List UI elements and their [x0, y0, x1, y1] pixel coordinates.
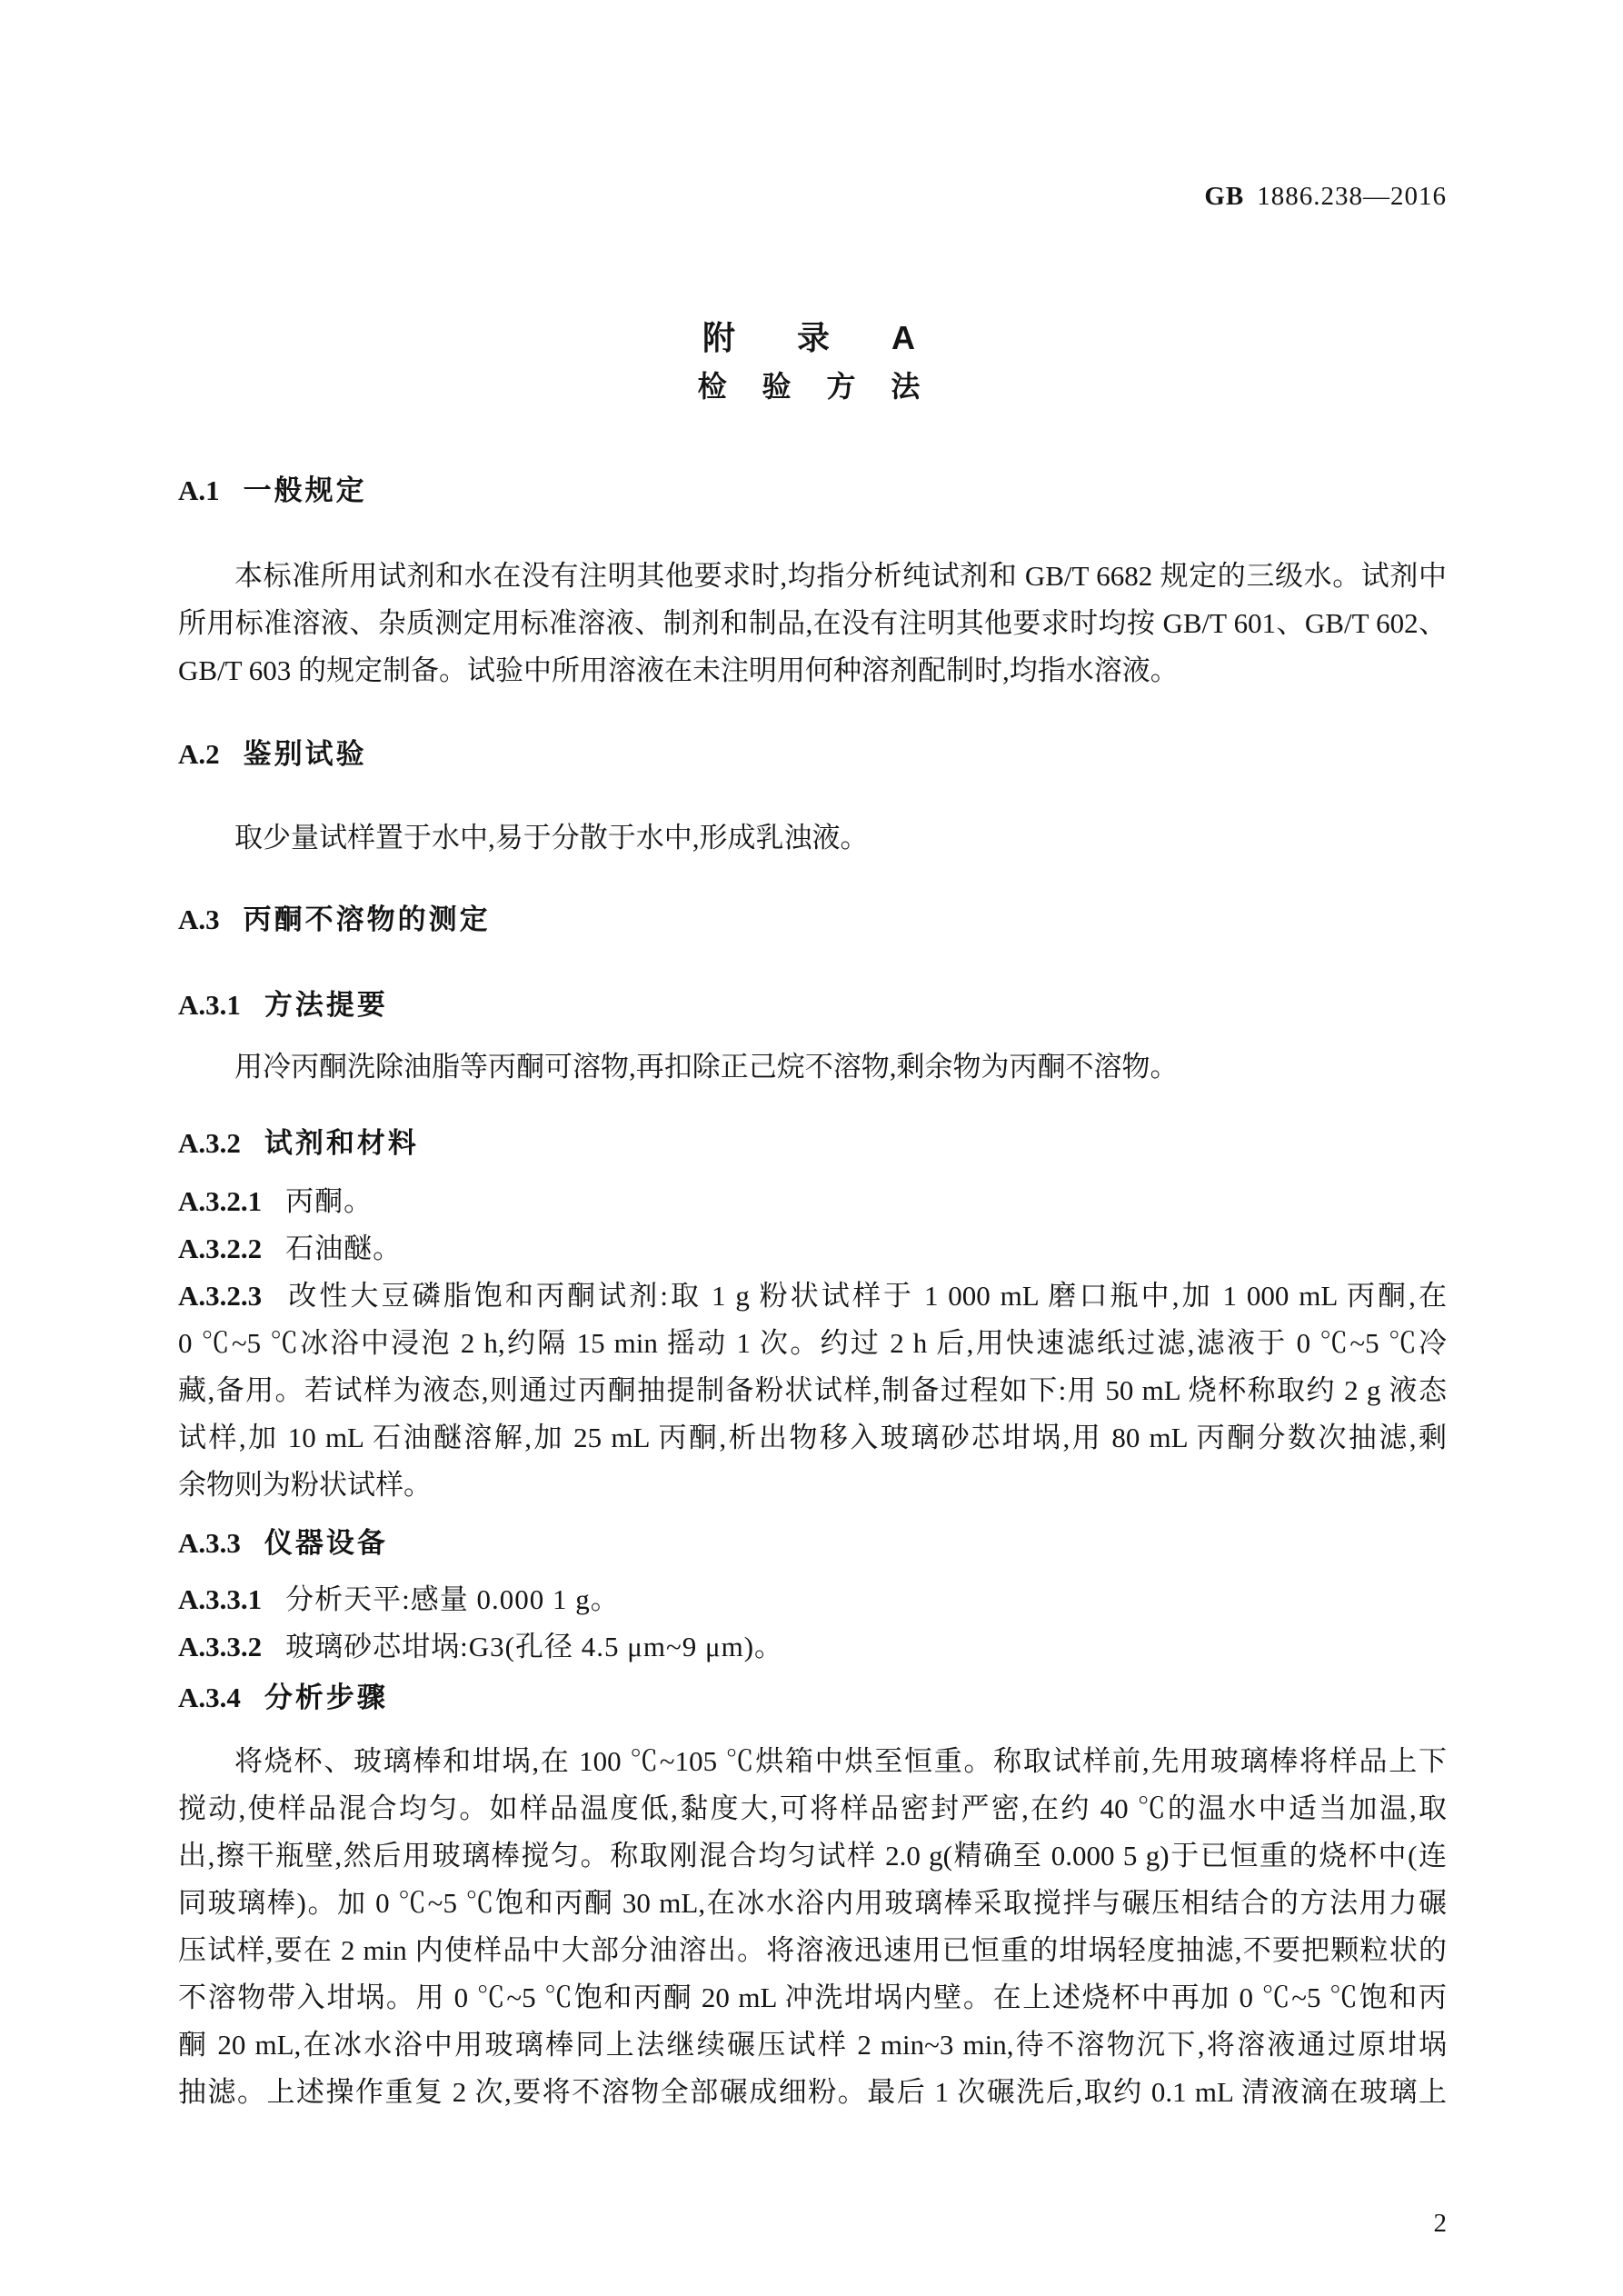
clause-a321	[178, 1178, 1447, 1225]
clause-a321-number: A.3.2.1	[178, 1185, 263, 1217]
heading-a1	[178, 471, 1447, 511]
paragraph-line	[178, 1273, 1447, 1320]
heading-a31-title: 方法提要	[264, 989, 388, 1021]
paragraph-line: 同玻璃棒)。加 0 ℃~5 ℃饱和丙酮 30 mL,在冰水浴内用玻璃棒采取搅拌与碾压相结合的方法用力碾	[178, 1887, 1447, 1919]
clause-a322-text: 石油醚。	[285, 1233, 403, 1264]
heading-a3-number: A.3	[178, 903, 220, 935]
appendix-title: 附 录 A	[702, 319, 922, 356]
paragraph-a31	[178, 1043, 1447, 1091]
heading-a2-title: 鉴别试验	[243, 738, 367, 770]
paragraph-line: 搅动,使样品混合均匀。如样品温度低,黏度大,可将样品密封严密,在约 40 ℃的温水中适当加温,取	[178, 1792, 1447, 1824]
paragraph-line: 余物则为粉状试样。	[178, 1469, 432, 1501]
paragraph-line: 取少量试样置于水中,易于分散于水中,形成乳浊液。	[234, 822, 869, 854]
paragraph-line: 出,擦干瓶壁,然后用玻璃棒搅匀。称取刚混合均匀试样 2.0 g(精确至 0.000 5 g)于已恒重的烧杯中(连	[178, 1840, 1447, 1872]
clause-a322	[178, 1225, 1447, 1273]
appendix-subtitle: 检 验 方 法	[697, 370, 928, 403]
heading-a2	[178, 734, 1447, 774]
clause-a322-number: A.3.2.2	[178, 1233, 263, 1264]
heading-a2-number: A.2	[178, 738, 220, 770]
paragraph-line: 将烧杯、玻璃棒和坩埚,在 100 ℃~105 ℃烘箱中烘至恒重。称取试样前,先用玻璃棒将样品上下	[234, 1745, 1447, 1777]
paragraph-line: 试样,加 10 mL 石油醚溶解,加 25 mL 丙酮,析出物移入玻璃砂芯坩埚,用 80 mL 丙酮分数次抽滤,剩	[178, 1422, 1447, 1453]
paragraph-line: 用冷丙酮洗除油脂等丙酮可溶物,再扣除正己烷不溶物,剩余物为丙酮不溶物。	[234, 1051, 1179, 1083]
clause-a332	[178, 1623, 1447, 1671]
paragraph-line: GB/T 603 的规定制备。试验中所用溶液在未注明用何种溶剂配制时,均指水溶液。	[178, 654, 1179, 686]
paragraph-line: 不溶物带入坩埚。用 0 ℃~5 ℃饱和丙酮 20 mL 冲洗坩埚内壁。在上述烧杯中再加 0 ℃~5 ℃饱和丙	[178, 1982, 1447, 2013]
heading-a3-title: 丙酮不溶物的测定	[243, 903, 491, 935]
clause-a323-number: A.3.2.3	[178, 1280, 263, 1312]
clause-a331	[178, 1576, 1447, 1623]
heading-a32-title: 试剂和材料	[264, 1127, 419, 1159]
standard-code-prefix: GB	[1204, 182, 1245, 211]
heading-a33-number: A.3.3	[178, 1527, 241, 1559]
clause-a323	[178, 1273, 1447, 1509]
page-number: 2	[1433, 2209, 1447, 2238]
paragraph-a34	[178, 1738, 1447, 2116]
heading-a1-number: A.1	[178, 474, 220, 506]
heading-a33	[178, 1523, 1447, 1563]
clause-a332-number: A.3.3.2	[178, 1631, 263, 1662]
paragraph-line: 所用标准溶液、杂质测定用标准溶液、制剂和制品,在没有注明其他要求时均按 GB/T 601、GB/T 602、	[178, 607, 1447, 639]
running-header	[178, 182, 1447, 212]
clause-a323-text: 改性大豆磷脂饱和丙酮试剂:取 1 g 粉状试样于 1 000 mL 磨口瓶中,加 1 000 mL 丙酮,在	[285, 1280, 1447, 1312]
heading-a33-title: 仪器设备	[264, 1527, 388, 1559]
paragraph-a1	[178, 553, 1447, 694]
heading-a31	[178, 985, 1447, 1025]
paragraph-a2	[178, 814, 1447, 862]
paragraph-line: 抽滤。上述操作重复 2 次,要将不溶物全部碾成细粉。最后 1 次碾洗后,取约 0.1 mL 清液滴在玻璃上	[178, 2076, 1447, 2108]
clause-a321-text: 丙酮。	[285, 1185, 373, 1217]
heading-a3	[178, 900, 1447, 940]
paragraph-line: 藏,备用。若试样为液态,则通过丙酮抽提制备粉状试样,制备过程如下:用 50 mL 烧杯称取约 2 g 液态	[178, 1374, 1447, 1406]
heading-a32	[178, 1123, 1447, 1163]
paragraph-line: 酮 20 mL,在冰水浴中用玻璃棒同上法继续碾压试样 2 min~3 min,待不溶物沉下,将溶液通过原坩埚	[178, 2029, 1447, 2061]
paragraph-line: 0 ℃~5 ℃冰浴中浸泡 2 h,约隔 15 min 摇动 1 次。约过 2 h 后,用快速滤纸过滤,滤液于 0 ℃~5 ℃冷	[178, 1327, 1447, 1359]
clause-a331-text: 分析天平:感量 0.000 1 g。	[285, 1583, 620, 1615]
clause-a331-number: A.3.3.1	[178, 1583, 263, 1615]
paragraph-line: 本标准所用试剂和水在没有注明其他要求时,均指分析纯试剂和 GB/T 6682 规定的三级水。试剂中	[234, 560, 1447, 592]
heading-a1-title: 一般规定	[243, 474, 367, 506]
standard-code-number: 1886.238—2016	[1257, 182, 1447, 211]
clause-a332-text: 玻璃砂芯坩埚:G3(孔径 4.5 μm~9 μm)。	[285, 1631, 784, 1662]
heading-a32-number: A.3.2	[178, 1127, 241, 1159]
heading-a34-number: A.3.4	[178, 1682, 241, 1713]
heading-a31-number: A.3.1	[178, 989, 241, 1021]
heading-a34	[178, 1678, 1447, 1718]
heading-a34-title: 分析步骤	[264, 1682, 388, 1713]
paragraph-line: 压试样,要在 2 min 内使样品中大部分油溶出。将溶液迅速用已恒重的坩埚轻度抽滤,不要把颗粒状的	[178, 1934, 1447, 1966]
